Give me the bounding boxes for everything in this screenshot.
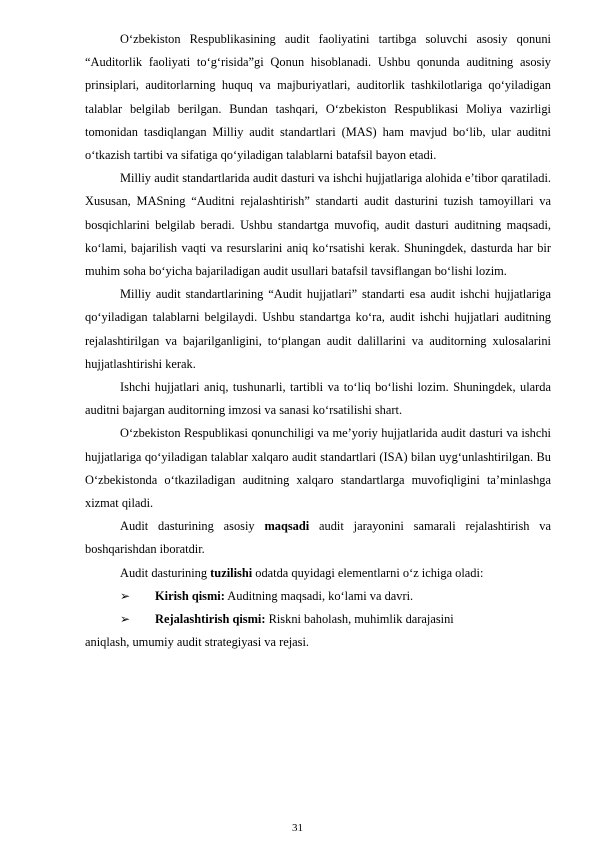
- paragraph-audit-documents: Milliy audit standartlarining “Audit hujjatlari” standarti esa audit ishchi hujjatlariga qo‘yiladigan talablarni belgilaydi. Ushbu standartga ko‘ra, audit ishchi hujjatlari auditning rejalashtirilgan va bajarilganligini, to‘plangan audit dalillarini va auditorning xulosalarini hujjatlashtirishi kerak.: [85, 287, 551, 371]
- purpose-bold-term: maqsadi: [264, 519, 310, 534]
- structure-before: Audit dasturining: [120, 565, 211, 580]
- bullet-continuation: aniqlash, umumiy audit strategiyasi va rejasi.: [85, 635, 310, 650]
- bullet-text: Riskni baholash, muhimlik darajasini: [265, 612, 454, 627]
- structure-bold-term: tuzilishi: [210, 565, 253, 580]
- body-text: [85, 28, 551, 654]
- paragraph-structure: [85, 562, 551, 585]
- purpose-after: audit jarayonini samarali rejalashtirish va boshqarishdan iboratdir.: [85, 519, 551, 557]
- bullet-label: Kirish qismi:: [155, 588, 225, 603]
- page-number: 31: [292, 822, 303, 834]
- paragraph-isa-harmonization: O‘zbekiston Respublikasi qonunchiligi va me’yoriy hujjatlarida audit dasturi va ishchi hujjatlariga qo‘yiladigan talablar xalqaro audit standartlari (ISA) bilan uyg‘unlashtirilgan. Bu O‘zbekistonda o‘tkaziladigan auditning xalqaro standartlarga muvofiqligini ta’minlashga xizmat qiladi.: [85, 426, 551, 511]
- bullet-text: Auditning maqsadi, ko‘lami va davri.: [224, 588, 414, 603]
- list-item: [85, 585, 551, 608]
- bullet-label: Rejalashtirish qismi:: [155, 612, 266, 627]
- paragraph-working-papers: Ishchi hujjatlari aniq, tushunarli, tartibli va to‘liq bo‘lishi lozim. Shuningdek, ularda auditni bajargan auditorning imzosi va sanasi ko‘rsatilishi shart.: [85, 380, 551, 418]
- paragraph-legal-basis: O‘zbekiston Respublikasining audit faoliyatini tartibga soluvchi asosiy qonuni “Auditorlik faoliyati to‘g‘risida”gi Qonun hisoblanadi. Ushbu qonunda auditning asosiy prinsiplari, auditorlarning huquq va majburiyatlari, auditorlik tashkilotlariga qo‘yiladigan talablar belgilab berilgan. Bundan tashqari, O‘zbekiston Respublikasi Moliya vazirligi tomonidan tasdiqlangan Milliy audit standartlari (MAS) ham mavjud bo‘lib, ular auditni o‘tkazish tartibi va sifatiga qo‘yiladigan talablarni batafsil bayon etadi.: [85, 32, 551, 163]
- arrow-bullet-icon: ➢: [120, 612, 131, 627]
- structure-after: odatda quyidagi elementlarni o‘z ichiga oladi:: [252, 565, 484, 580]
- paragraph-national-standards: Milliy audit standartlarida audit dasturi va ishchi hujjatlariga alohida e’tibor qaratiladi. Xususan, MASning “Auditni rejalashtirish” standarti audit dasturini tuzish tamoyillari va bosqichlarini belgilab beradi. Ushbu standartga muvofiq, audit dasturi auditning maqsadi, ko‘lami, bajarilish vaqti va resurslarini aniq ko‘rsatishi kerak. Shuningdek, dasturda har bir muhim soha bo‘yicha bajariladigan audit usullari batafsil tavsiflangan bo‘lishi lozim.: [85, 171, 551, 279]
- arrow-bullet-icon: ➢: [120, 588, 131, 603]
- purpose-before: Audit dasturining asosiy: [120, 519, 265, 534]
- paragraph-purpose: [85, 515, 551, 561]
- list-item: [85, 608, 551, 631]
